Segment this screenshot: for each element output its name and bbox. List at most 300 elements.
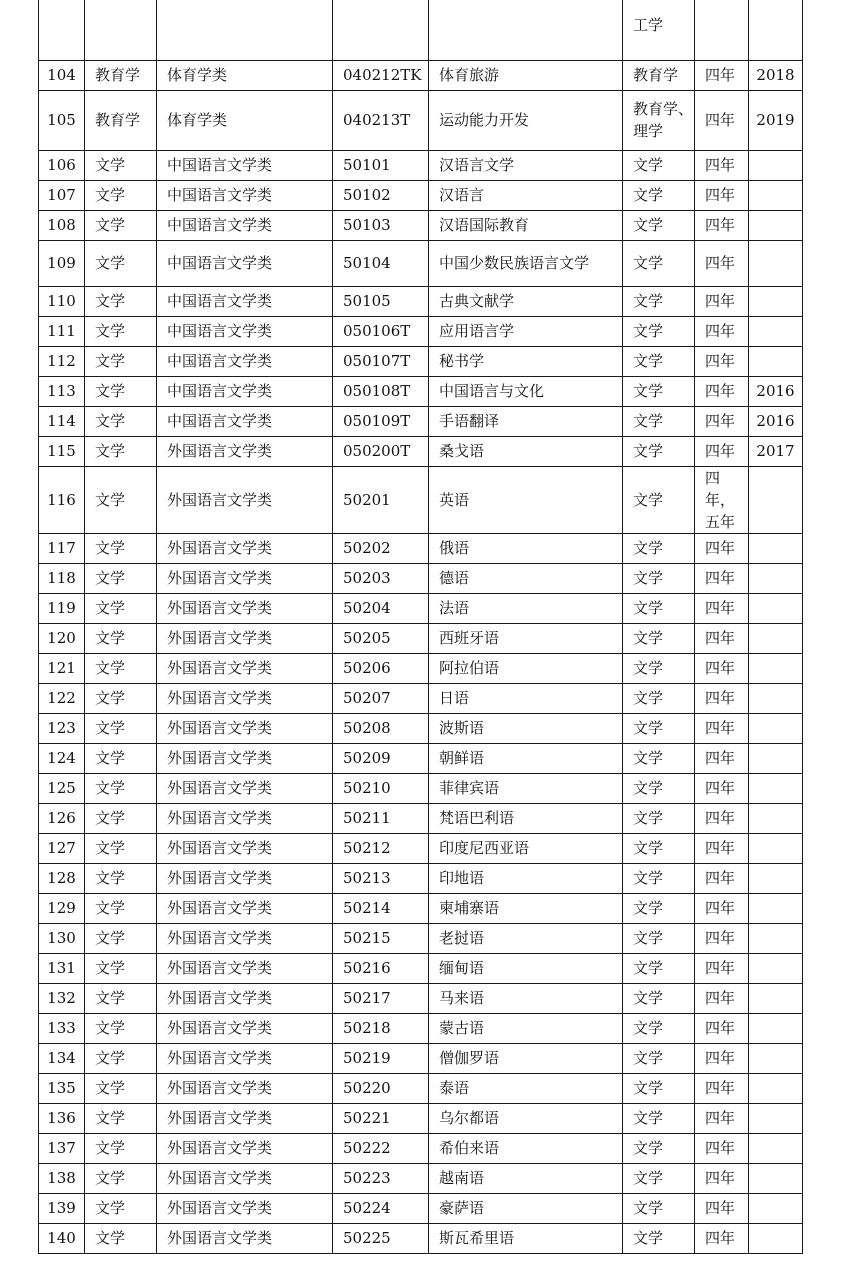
degree-type-cell: 文学 (623, 923, 695, 953)
row-number-cell: 116 (39, 466, 85, 533)
major-code-cell: 50215 (333, 923, 429, 953)
subject-class-cell: 外国语言文学类 (157, 533, 333, 563)
duration-cell: 四年 (695, 1103, 749, 1133)
duration-cell: 四年 (695, 863, 749, 893)
row-number-cell: 109 (39, 240, 85, 286)
duration-cell: 四年 (695, 773, 749, 803)
subject-class-cell: 外国语言文学类 (157, 653, 333, 683)
row-number-cell: 132 (39, 983, 85, 1013)
degree-type-cell: 文学 (623, 436, 695, 466)
table-row (39, 893, 803, 923)
discipline-category-cell: 文学 (85, 1103, 157, 1133)
subject-class-cell (157, 0, 333, 60)
degree-type-cell: 文学 (623, 1163, 695, 1193)
degree-type-cell: 文学 (623, 406, 695, 436)
major-code-cell: 50224 (333, 1193, 429, 1223)
major-name-cell: 越南语 (429, 1163, 623, 1193)
duration-cell: 四年 (695, 1073, 749, 1103)
degree-type-cell: 文学 (623, 286, 695, 316)
major-code-cell: 50201 (333, 466, 429, 533)
row-number-cell: 129 (39, 893, 85, 923)
subject-class-cell: 中国语言文学类 (157, 240, 333, 286)
year-added-cell: 2018 (749, 60, 803, 90)
subject-class-cell: 体育学类 (157, 90, 333, 150)
discipline-category-cell: 文学 (85, 1223, 157, 1253)
major-name-cell: 阿拉伯语 (429, 653, 623, 683)
major-code-cell: 50213 (333, 863, 429, 893)
year-added-cell: 2017 (749, 436, 803, 466)
major-code-cell: 50210 (333, 773, 429, 803)
degree-type-cell: 文学 (623, 1223, 695, 1253)
year-added-cell (749, 803, 803, 833)
degree-type-cell: 文学 (623, 240, 695, 286)
year-added-cell (749, 466, 803, 533)
year-added-cell (749, 1013, 803, 1043)
table-row (39, 803, 803, 833)
discipline-category-cell: 文学 (85, 180, 157, 210)
discipline-category-cell: 文学 (85, 1043, 157, 1073)
table-row (39, 436, 803, 466)
table-row (39, 923, 803, 953)
subject-class-cell: 外国语言文学类 (157, 1193, 333, 1223)
major-code-cell: 50214 (333, 893, 429, 923)
duration-cell: 四年 (695, 983, 749, 1013)
major-code-cell: 50103 (333, 210, 429, 240)
year-added-cell (749, 863, 803, 893)
major-name-cell: 中国少数民族语言文学 (429, 240, 623, 286)
major-name-cell: 古典文献学 (429, 286, 623, 316)
subject-class-cell: 外国语言文学类 (157, 436, 333, 466)
row-number-cell: 130 (39, 923, 85, 953)
discipline-category-cell: 文学 (85, 1133, 157, 1163)
table-row (39, 1103, 803, 1133)
table-row (39, 773, 803, 803)
subject-class-cell: 外国语言文学类 (157, 833, 333, 863)
row-number-cell: 126 (39, 803, 85, 833)
major-code-cell: 50102 (333, 180, 429, 210)
major-name-cell: 西班牙语 (429, 623, 623, 653)
degree-type-cell: 文学 (623, 683, 695, 713)
subject-class-cell: 中国语言文学类 (157, 180, 333, 210)
subject-class-cell: 外国语言文学类 (157, 983, 333, 1013)
discipline-category-cell: 文学 (85, 210, 157, 240)
degree-type-cell: 教育学、理学 (623, 90, 695, 150)
table-row (39, 563, 803, 593)
discipline-category-cell: 文学 (85, 983, 157, 1013)
major-name-cell: 俄语 (429, 533, 623, 563)
table-row (39, 90, 803, 150)
row-number-cell: 118 (39, 563, 85, 593)
discipline-category-cell: 文学 (85, 466, 157, 533)
degree-type-cell: 文学 (623, 863, 695, 893)
major-code-cell: 50208 (333, 713, 429, 743)
major-code-cell: 50223 (333, 1163, 429, 1193)
major-name-cell: 乌尔都语 (429, 1103, 623, 1133)
year-added-cell (749, 983, 803, 1013)
duration-cell: 四年 (695, 210, 749, 240)
year-added-cell: 2016 (749, 406, 803, 436)
duration-cell: 四年 (695, 833, 749, 863)
duration-cell: 四年 (695, 713, 749, 743)
major-code-cell: 50218 (333, 1013, 429, 1043)
major-name-cell: 运动能力开发 (429, 90, 623, 150)
discipline-category-cell (85, 0, 157, 60)
degree-type-cell: 文学 (623, 346, 695, 376)
discipline-category-cell: 文学 (85, 953, 157, 983)
table-row (39, 286, 803, 316)
row-number-cell: 123 (39, 713, 85, 743)
row-number-cell: 104 (39, 60, 85, 90)
discipline-category-cell: 文学 (85, 923, 157, 953)
row-number-cell: 137 (39, 1133, 85, 1163)
subject-class-cell: 体育学类 (157, 60, 333, 90)
year-added-cell (749, 893, 803, 923)
subject-class-cell: 外国语言文学类 (157, 623, 333, 653)
degree-type-cell: 文学 (623, 533, 695, 563)
discipline-category-cell: 文学 (85, 1013, 157, 1043)
major-code-cell: 50212 (333, 833, 429, 863)
discipline-category-cell: 文学 (85, 833, 157, 863)
major-name-cell: 菲律宾语 (429, 773, 623, 803)
subject-class-cell: 外国语言文学类 (157, 1073, 333, 1103)
table-row (39, 0, 803, 60)
table-row (39, 743, 803, 773)
discipline-category-cell: 文学 (85, 286, 157, 316)
row-number-cell: 122 (39, 683, 85, 713)
subject-class-cell: 外国语言文学类 (157, 563, 333, 593)
year-added-cell: 2019 (749, 90, 803, 150)
duration-cell: 四年 (695, 1223, 749, 1253)
degree-type-cell: 文学 (623, 210, 695, 240)
table-row (39, 346, 803, 376)
major-code-cell: 50222 (333, 1133, 429, 1163)
discipline-category-cell: 文学 (85, 803, 157, 833)
year-added-cell (749, 180, 803, 210)
row-number-cell: 138 (39, 1163, 85, 1193)
degree-type-cell: 文学 (623, 983, 695, 1013)
table-row (39, 466, 803, 533)
row-number-cell: 140 (39, 1223, 85, 1253)
major-code-cell: 50204 (333, 593, 429, 623)
major-code-cell: 50211 (333, 803, 429, 833)
table-row (39, 406, 803, 436)
duration-cell: 四年 (695, 150, 749, 180)
year-added-cell (749, 316, 803, 346)
discipline-category-cell: 文学 (85, 240, 157, 286)
table-row (39, 1193, 803, 1223)
major-name-cell: 马来语 (429, 983, 623, 1013)
row-number-cell: 112 (39, 346, 85, 376)
major-name-cell: 英语 (429, 466, 623, 533)
row-number-cell: 134 (39, 1043, 85, 1073)
duration-cell: 四年 (695, 563, 749, 593)
degree-type-cell: 文学 (623, 1013, 695, 1043)
row-number-cell: 113 (39, 376, 85, 406)
table-row (39, 1133, 803, 1163)
year-added-cell (749, 1163, 803, 1193)
discipline-category-cell: 文学 (85, 1193, 157, 1223)
degree-type-cell: 文学 (623, 1133, 695, 1163)
major-code-cell: 50205 (333, 623, 429, 653)
discipline-category-cell: 文学 (85, 773, 157, 803)
year-added-cell (749, 1103, 803, 1133)
subject-class-cell: 中国语言文学类 (157, 210, 333, 240)
discipline-category-cell: 文学 (85, 533, 157, 563)
table-row (39, 316, 803, 346)
table-row (39, 180, 803, 210)
row-number-cell: 105 (39, 90, 85, 150)
degree-type-cell: 文学 (623, 1073, 695, 1103)
degree-type-cell: 文学 (623, 833, 695, 863)
major-name-cell: 汉语言文学 (429, 150, 623, 180)
discipline-category-cell: 文学 (85, 593, 157, 623)
degree-type-cell: 文学 (623, 803, 695, 833)
major-name-cell: 应用语言学 (429, 316, 623, 346)
table-row (39, 533, 803, 563)
degree-type-cell: 文学 (623, 376, 695, 406)
duration-cell: 四年 (695, 1193, 749, 1223)
year-added-cell (749, 1193, 803, 1223)
year-added-cell (749, 1223, 803, 1253)
subject-class-cell: 外国语言文学类 (157, 773, 333, 803)
degree-type-cell: 文学 (623, 180, 695, 210)
major-code-cell: 50104 (333, 240, 429, 286)
discipline-category-cell: 教育学 (85, 90, 157, 150)
discipline-category-cell: 文学 (85, 436, 157, 466)
table-row (39, 150, 803, 180)
major-name-cell: 秘书学 (429, 346, 623, 376)
duration-cell: 四年 (695, 180, 749, 210)
major-code-cell: 50202 (333, 533, 429, 563)
year-added-cell (749, 953, 803, 983)
year-added-cell (749, 533, 803, 563)
year-added-cell (749, 1043, 803, 1073)
degree-type-cell: 文学 (623, 150, 695, 180)
degree-type-cell: 文学 (623, 1103, 695, 1133)
year-added-cell (749, 346, 803, 376)
major-code-cell: 50217 (333, 983, 429, 1013)
year-added-cell (749, 563, 803, 593)
duration-cell: 四年 (695, 683, 749, 713)
major-code-cell: 50220 (333, 1073, 429, 1103)
discipline-category-cell: 文学 (85, 683, 157, 713)
row-number-cell: 139 (39, 1193, 85, 1223)
table-row (39, 1223, 803, 1253)
subject-class-cell: 外国语言文学类 (157, 863, 333, 893)
duration-cell: 四年 (695, 286, 749, 316)
discipline-category-cell: 文学 (85, 316, 157, 346)
duration-cell: 四年 (695, 923, 749, 953)
subject-class-cell: 外国语言文学类 (157, 923, 333, 953)
table-row (39, 1163, 803, 1193)
duration-cell: 四年 (695, 60, 749, 90)
major-name-cell: 斯瓦希里语 (429, 1223, 623, 1253)
duration-cell: 四年 (695, 893, 749, 923)
row-number-cell: 108 (39, 210, 85, 240)
major-name-cell (429, 0, 623, 60)
year-added-cell (749, 713, 803, 743)
row-number-cell: 117 (39, 533, 85, 563)
major-code-cell: 50225 (333, 1223, 429, 1253)
row-number-cell: 124 (39, 743, 85, 773)
year-added-cell (749, 593, 803, 623)
row-number-cell: 121 (39, 653, 85, 683)
duration-cell: 四年 (695, 593, 749, 623)
discipline-category-cell: 文学 (85, 346, 157, 376)
major-name-cell: 波斯语 (429, 713, 623, 743)
table-row (39, 953, 803, 983)
major-code-cell: 50206 (333, 653, 429, 683)
discipline-category-cell: 文学 (85, 653, 157, 683)
major-name-cell: 体育旅游 (429, 60, 623, 90)
discipline-category-cell: 文学 (85, 863, 157, 893)
table-row (39, 1013, 803, 1043)
subject-class-cell: 外国语言文学类 (157, 1163, 333, 1193)
year-added-cell (749, 923, 803, 953)
discipline-category-cell: 文学 (85, 713, 157, 743)
table-row (39, 60, 803, 90)
degree-type-cell: 文学 (623, 316, 695, 346)
subject-class-cell: 外国语言文学类 (157, 893, 333, 923)
major-code-cell: 040212TK (333, 60, 429, 90)
major-code-cell: 050109T (333, 406, 429, 436)
major-name-cell: 蒙古语 (429, 1013, 623, 1043)
subject-class-cell: 外国语言文学类 (157, 1013, 333, 1043)
table-row (39, 983, 803, 1013)
duration-cell: 四年 (695, 1163, 749, 1193)
degree-type-cell: 文学 (623, 593, 695, 623)
year-added-cell (749, 1073, 803, 1103)
year-added-cell (749, 240, 803, 286)
discipline-category-cell: 文学 (85, 563, 157, 593)
table-body (39, 0, 803, 1253)
degree-type-cell: 文学 (623, 1193, 695, 1223)
major-name-cell: 泰语 (429, 1073, 623, 1103)
table-row (39, 240, 803, 286)
year-added-cell (749, 286, 803, 316)
major-name-cell: 希伯来语 (429, 1133, 623, 1163)
major-name-cell: 老挝语 (429, 923, 623, 953)
major-name-cell: 印度尼西亚语 (429, 833, 623, 863)
duration-cell: 四年 (695, 1013, 749, 1043)
duration-cell: 四年 (695, 803, 749, 833)
major-code-cell: 50221 (333, 1103, 429, 1133)
major-name-cell: 僧伽罗语 (429, 1043, 623, 1073)
discipline-category-cell: 文学 (85, 1163, 157, 1193)
subject-class-cell: 中国语言文学类 (157, 376, 333, 406)
year-added-cell (749, 773, 803, 803)
degree-type-cell: 文学 (623, 623, 695, 653)
subject-class-cell: 外国语言文学类 (157, 1103, 333, 1133)
row-number-cell: 115 (39, 436, 85, 466)
discipline-category-cell: 文学 (85, 150, 157, 180)
table-row (39, 210, 803, 240)
major-code-cell: 050108T (333, 376, 429, 406)
degree-type-cell: 文学 (623, 773, 695, 803)
subject-class-cell: 中国语言文学类 (157, 406, 333, 436)
duration-cell: 四年 (695, 953, 749, 983)
major-code-cell: 50216 (333, 953, 429, 983)
major-code-cell: 040213T (333, 90, 429, 150)
discipline-category-cell: 教育学 (85, 60, 157, 90)
discipline-category-cell: 文学 (85, 623, 157, 653)
table-row (39, 833, 803, 863)
major-name-cell: 桑戈语 (429, 436, 623, 466)
major-code-cell: 050107T (333, 346, 429, 376)
year-added-cell (749, 0, 803, 60)
year-added-cell (749, 623, 803, 653)
major-name-cell: 中国语言与文化 (429, 376, 623, 406)
year-added-cell (749, 150, 803, 180)
duration-cell: 四年 (695, 533, 749, 563)
major-name-cell: 法语 (429, 593, 623, 623)
major-code-cell: 50209 (333, 743, 429, 773)
table-row (39, 623, 803, 653)
major-name-cell: 柬埔寨语 (429, 893, 623, 923)
major-code-cell: 50207 (333, 683, 429, 713)
subject-class-cell: 中国语言文学类 (157, 346, 333, 376)
major-name-cell: 手语翻译 (429, 406, 623, 436)
discipline-category-cell: 文学 (85, 376, 157, 406)
row-number-cell: 128 (39, 863, 85, 893)
duration-cell: 四年，五年 (695, 466, 749, 533)
row-number-cell: 133 (39, 1013, 85, 1043)
major-code-cell: 50203 (333, 563, 429, 593)
table-row (39, 653, 803, 683)
year-added-cell (749, 743, 803, 773)
year-added-cell (749, 653, 803, 683)
degree-type-cell: 文学 (623, 713, 695, 743)
row-number-cell: 120 (39, 623, 85, 653)
subject-class-cell: 中国语言文学类 (157, 150, 333, 180)
duration-cell: 四年 (695, 316, 749, 346)
discipline-category-cell: 文学 (85, 893, 157, 923)
subject-class-cell: 外国语言文学类 (157, 683, 333, 713)
degree-type-cell: 文学 (623, 893, 695, 923)
major-code-cell: 050200T (333, 436, 429, 466)
degree-type-cell: 教育学 (623, 60, 695, 90)
major-code-cell: 50105 (333, 286, 429, 316)
majors-table (38, 0, 803, 1254)
major-name-cell: 汉语言 (429, 180, 623, 210)
subject-class-cell: 外国语言文学类 (157, 803, 333, 833)
discipline-category-cell: 文学 (85, 406, 157, 436)
table-row (39, 376, 803, 406)
subject-class-cell: 外国语言文学类 (157, 1133, 333, 1163)
subject-class-cell: 外国语言文学类 (157, 593, 333, 623)
subject-class-cell: 外国语言文学类 (157, 953, 333, 983)
duration-cell: 四年 (695, 653, 749, 683)
degree-type-cell: 文学 (623, 743, 695, 773)
major-name-cell: 豪萨语 (429, 1193, 623, 1223)
table-row (39, 713, 803, 743)
degree-type-cell: 文学 (623, 466, 695, 533)
degree-type-cell: 文学 (623, 563, 695, 593)
row-number-cell: 107 (39, 180, 85, 210)
duration-cell: 四年 (695, 406, 749, 436)
discipline-category-cell: 文学 (85, 743, 157, 773)
table-row (39, 593, 803, 623)
major-name-cell: 缅甸语 (429, 953, 623, 983)
row-number-cell: 136 (39, 1103, 85, 1133)
row-number-cell: 110 (39, 286, 85, 316)
duration-cell: 四年 (695, 376, 749, 406)
subject-class-cell: 外国语言文学类 (157, 466, 333, 533)
year-added-cell: 2016 (749, 376, 803, 406)
duration-cell: 四年 (695, 436, 749, 466)
table-row (39, 1073, 803, 1103)
row-number-cell: 111 (39, 316, 85, 346)
